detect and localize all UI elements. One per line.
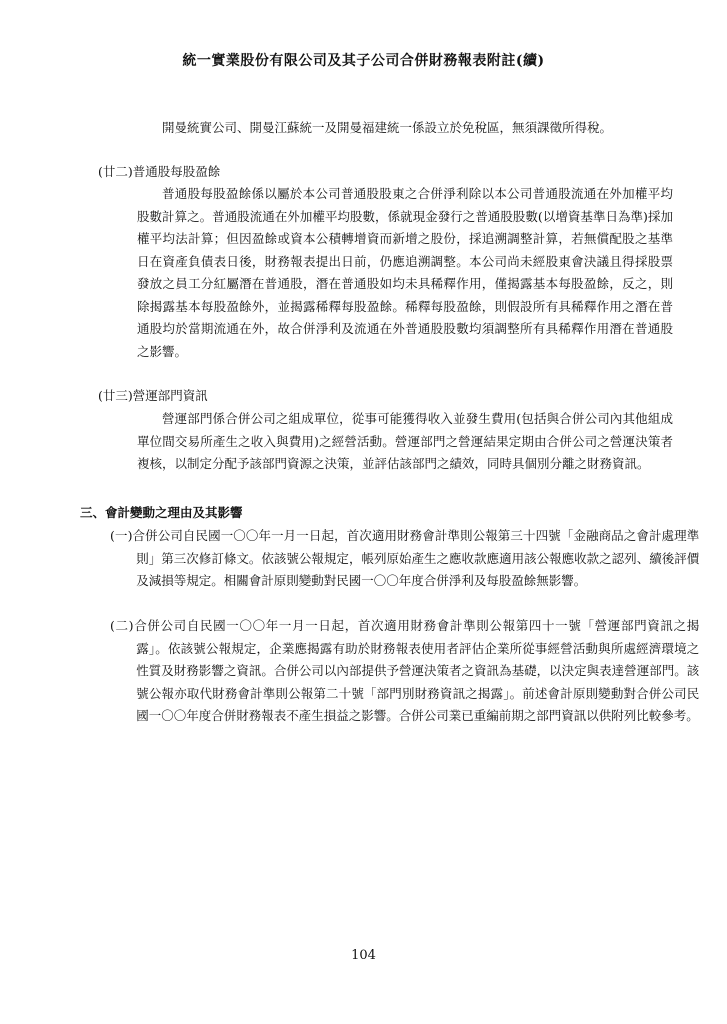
eps-section-heading: (廿二)普通股每股盈餘: [98, 164, 221, 179]
tax-exemption-paragraph: 開曼統實公司、開曼江蘇統一及開曼福建統一係設立於免稅區，無須課徵所得稅。: [162, 120, 613, 135]
accounting-changes-heading: 三、會計變動之理由及其影響: [80, 505, 243, 520]
segment-section-heading: (廿三)營運部門資訊: [98, 388, 208, 403]
accounting-change-item-2: (二)合併公司自民國一〇〇年一月一日起，首次適用財務會計準則公報第四十一號「營運部門資訊之揭露」。依該號公報規定，企業應揭露有助於財務報表使用者評估企業所從事經營活動與所處經濟環境之性質及財務影響之資訊。合併公司以內部提供予營運決策者之資訊為基礎，以決定與表達營運部門。該號公報亦取代財務會計準則公報第二十號「部門別財務資訊之揭露」。前述會計原則變動對合併公司民國一〇〇年度合併財務報表不產生損益之影響。合併公司業已重編前期之部門資訊以供附列比較參考。: [110, 618, 700, 723]
segment-section-body: 營運部門係合併公司之組成單位，從事可能獲得收入並發生費用(包括與合併公司內其他組成單位間交易所產生之收入與費用)之經營活動。營運部門之營運結果定期由合併公司之營運決策者複核，以制定分配予該部門資源之決策，並評估該部門之績效，同時具個別分離之財務資訊。: [137, 411, 673, 471]
accounting-change-item-1: (一)合併公司自民國一〇〇年一月一日起，首次適用財務會計準則公報第三十四號「金融商品之會計處理準則」第三次修訂條文。依該號公報規定，帳列原始產生之應收款應適用該公報應收款之認列、續後評價及減損等規定。相關會計原則變動對民國一〇〇年度合併淨利及每股盈餘無影響。: [110, 528, 700, 588]
page-title: 統一實業股份有限公司及其子公司合併財務報表附註(續): [182, 53, 545, 69]
eps-section-body: 普通股每股盈餘係以屬於本公司普通股股東之合併淨利除以本公司普通股流通在外加權平均股數計算之。普通股流通在外加權平均股數，係就現金發行之普通股股數(以增資基準日為準)採加權平均法計算；但因盈餘或資本公積轉增資而新增之股份，採追溯調整計算，若無償配股之基準日在資產負債表日後，財務報表提出日前，仍應追溯調整。本公司尚未經股東會決議且得採股票發放之員工分紅屬潛在普通股，潛在普通股如均未具稀釋作用，僅揭露基本每股盈餘，反之，則除揭露基本每股盈餘外，並揭露稀釋每股盈餘。稀釋每股盈餘，則假設所有具稀釋作用之潛在普通股均於當期流通在外，故合併淨利及流通在外普通股股數均須調整所有具稀釋作用潛在普通股之影響。: [137, 186, 673, 359]
page-number: 104: [351, 948, 376, 963]
